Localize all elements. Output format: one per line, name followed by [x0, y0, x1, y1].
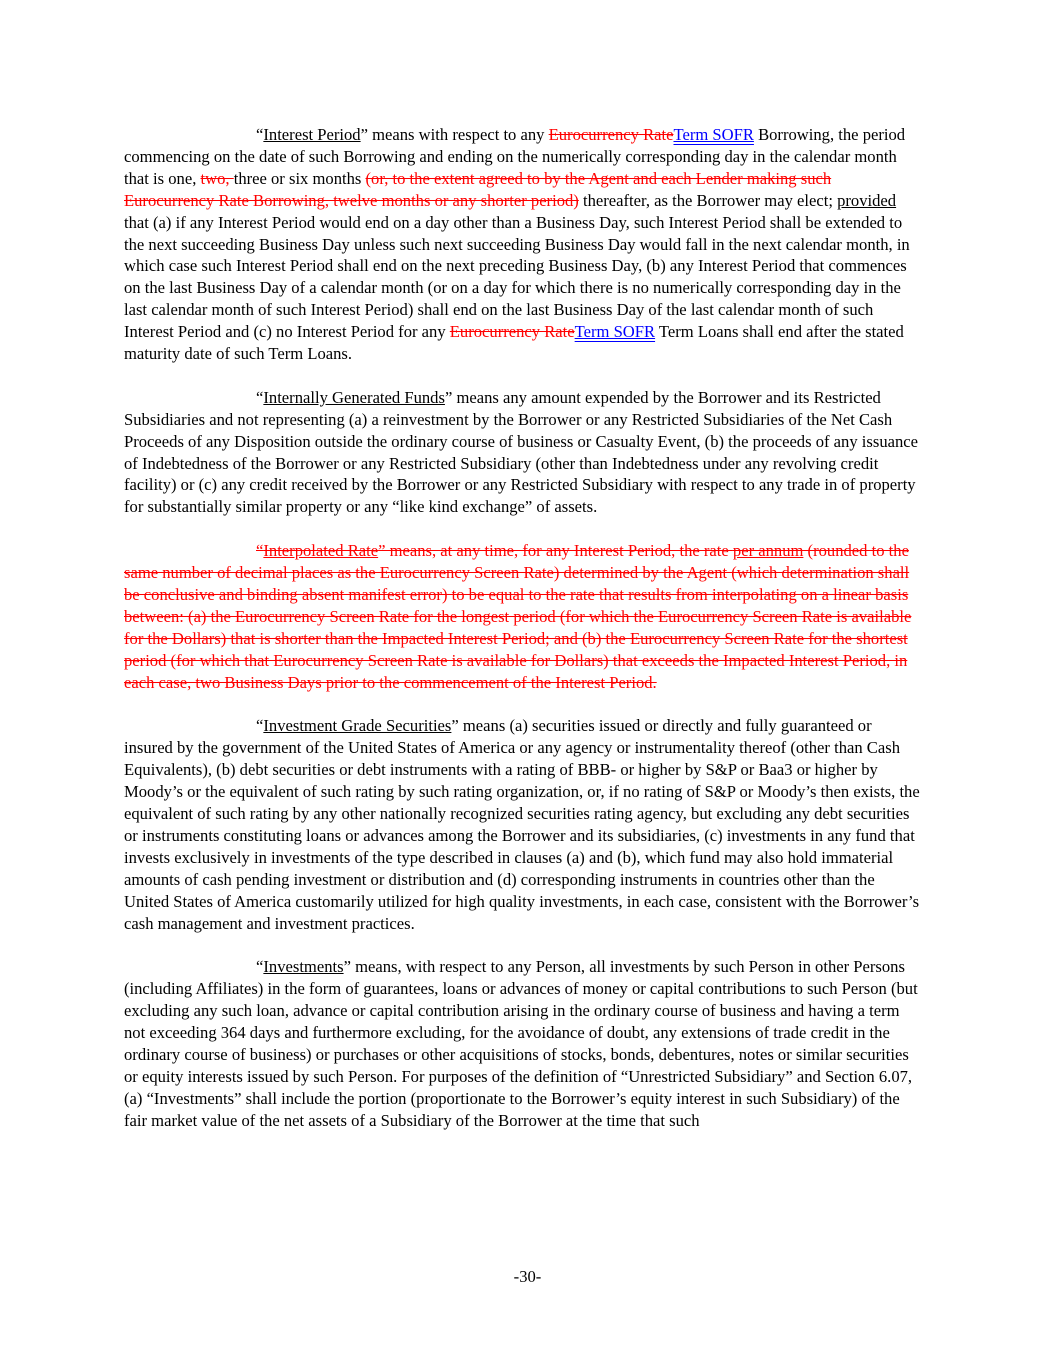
open-quote: “: [256, 125, 264, 144]
defined-term-interpolated-rate: Interpolated Rate: [263, 541, 379, 561]
inserted-text: Term SOFR: [673, 125, 754, 144]
definition-body: ” means, with respect to any Person, all investments by such Person in other Persons (including Affiliates) in the form of guarantees, loans or advances of money or capital contributions to such Person (but excluding any such loan, advance or capital contribution arising in the ordinary course of business and having a term not exceeding 364 days and furthermore excluding, for the avoidance of doubt, any extensions of trade credit in the ordinary course of business) or purchases or other acquisitions of stocks, bonds, debentures, notes or similar securities or equity interests issued by such Person. For purposes of the definition of “Unrestricted Subsidiary” and Section 6.07, (a) “Investments” shall include the portion (proportionate to the Borrower’s equity interest in such Subsidiary) of the fair market value of the net assets of a Subsidiary of the Borrower at the time that such: [124, 957, 918, 1130]
deleted-text: Eurocurrency Rate: [548, 125, 674, 144]
definition-body: ” means any amount expended by the Borrower and its Restricted Subsidiaries and not representing (a) a reinvestment by the Borrower or any Restricted Subsidiaries of the Net Cash Proceeds of any Disposition outside the ordinary course of business or Casualty Event, (b) the proceeds of any issuance of Indebtedness of the Borrower or any Restricted Subsidiary (other than Indebtedness under any revolving credit facility) or (c) any credit received by the Borrower or any Restricted Subsidiary with respect to any trade in of property for substantially similar property or any “like kind exchange” of assets.: [124, 387, 919, 517]
defined-term-internally-generated-funds: Internally Generated Funds: [263, 387, 445, 407]
deleted-text: (or, to the extent agreed to by the Agent and each Lender making such Eurocurrency Rate Borrowing, twelve months or any shorter period): [124, 168, 832, 210]
text-segment: three or six months: [233, 168, 366, 188]
document-page: [124, 124, 924, 1154]
text-segment: that (a) if any Interest Period would end on a day other than a Business Day, such Interest Period shall be extended to the next succeeding Business Day unless such next succeeding Business Day would fall in the next calendar month, in which case such Interest Period shall end on the next preceding Business Day, (b) any Interest Period that commences on the last Business Day of a calendar month (or on a day for which there is no numerically corresponding day in the last calendar month of such Interest Period) shall end on the last Business Day of the last calendar month of such Interest Period and (c) no Interest Period for any: [124, 212, 910, 342]
definition-investment-grade-securities: [124, 715, 924, 934]
defined-term-interest-period: Interest Period: [263, 125, 361, 144]
open-quote: “: [256, 387, 264, 407]
open-quote: “: [256, 957, 264, 977]
text-segment: Term Loans shall end after the stated maturity date of such Term Loans.: [124, 322, 904, 364]
text-segment: thereafter, as the Borrower may elect;: [578, 190, 838, 210]
deleted-text: Eurocurrency Rate: [449, 322, 575, 342]
defined-term-investments: Investments: [263, 957, 344, 977]
page-number: -30-: [513, 1267, 542, 1286]
definition-investments: [124, 956, 924, 1131]
per-annum-term: per annum: [732, 541, 804, 561]
definition-interpolated-rate-deleted: [124, 540, 924, 693]
provided-term: provided: [837, 190, 897, 210]
deleted-text: two,: [200, 168, 234, 188]
text-segment: ” means, at any time, for any Interest Period, the rate: [378, 541, 733, 561]
definition-body: ” means (a) securities issued or directly and fully guaranteed or insured by the government of the United States of America or any agency or instrumentality thereof (other than Cash Equivalents), (b) debt securities or debt instruments with a rating of BBB- or higher by S&P or Baa3 or higher by Moody’s or the equivalent of such rating by such rating organization, or, if no rating of S&P or Moody’s then exists, the equivalent of such rating by any other nationally recognized securities rating agency, but excluding any debt securities or instruments constituting loans or advances among the Borrower and its subsidiaries, (c) investments in any fund that invests exclusively in investments of the type described in clauses (a) and (b), which fund may also hold immaterial amounts of cash pending investment or distribution and (d) corresponding instruments in countries other than the United States of America customarily utilized for high quality investments, in each case, consistent with the Borrower’s cash management and investment practices.: [124, 716, 920, 933]
definition-interest-period: [124, 124, 924, 365]
inserted-text: Term SOFR: [574, 322, 656, 342]
defined-term-investment-grade-securities: Investment Grade Securities: [263, 716, 452, 736]
text-segment: (rounded to the same number of decimal places as the Eurocurrency Screen Rate) determined by the Agent (which determination shall be conclusive and binding absent manifest error) to be equal to the rate that results from interpolating on a linear basis between: (a) the Eurocurrency Screen Rate for the longest period (for which the Eurocurrency Screen Rate is available for the Dollars) that is shorter than the Impacted Interest Period; and (b) the Eurocurrency Screen Rate for the shortest period (for which that Eurocurrency Screen Rate is available for Dollars) that exceeds the Impacted Interest Period, in each case, two Business Days prior to the commencement of the Interest Period.: [124, 541, 912, 692]
text-segment: Borrowing, the period commencing on the date of such Borrowing and ending on the numerically corresponding day in the calendar month that is one,: [124, 125, 906, 188]
open-quote: “: [256, 716, 264, 736]
open-quote: “: [256, 541, 264, 561]
text-segment: ” means with respect to any: [360, 125, 549, 144]
definition-internally-generated-funds: [124, 387, 924, 518]
